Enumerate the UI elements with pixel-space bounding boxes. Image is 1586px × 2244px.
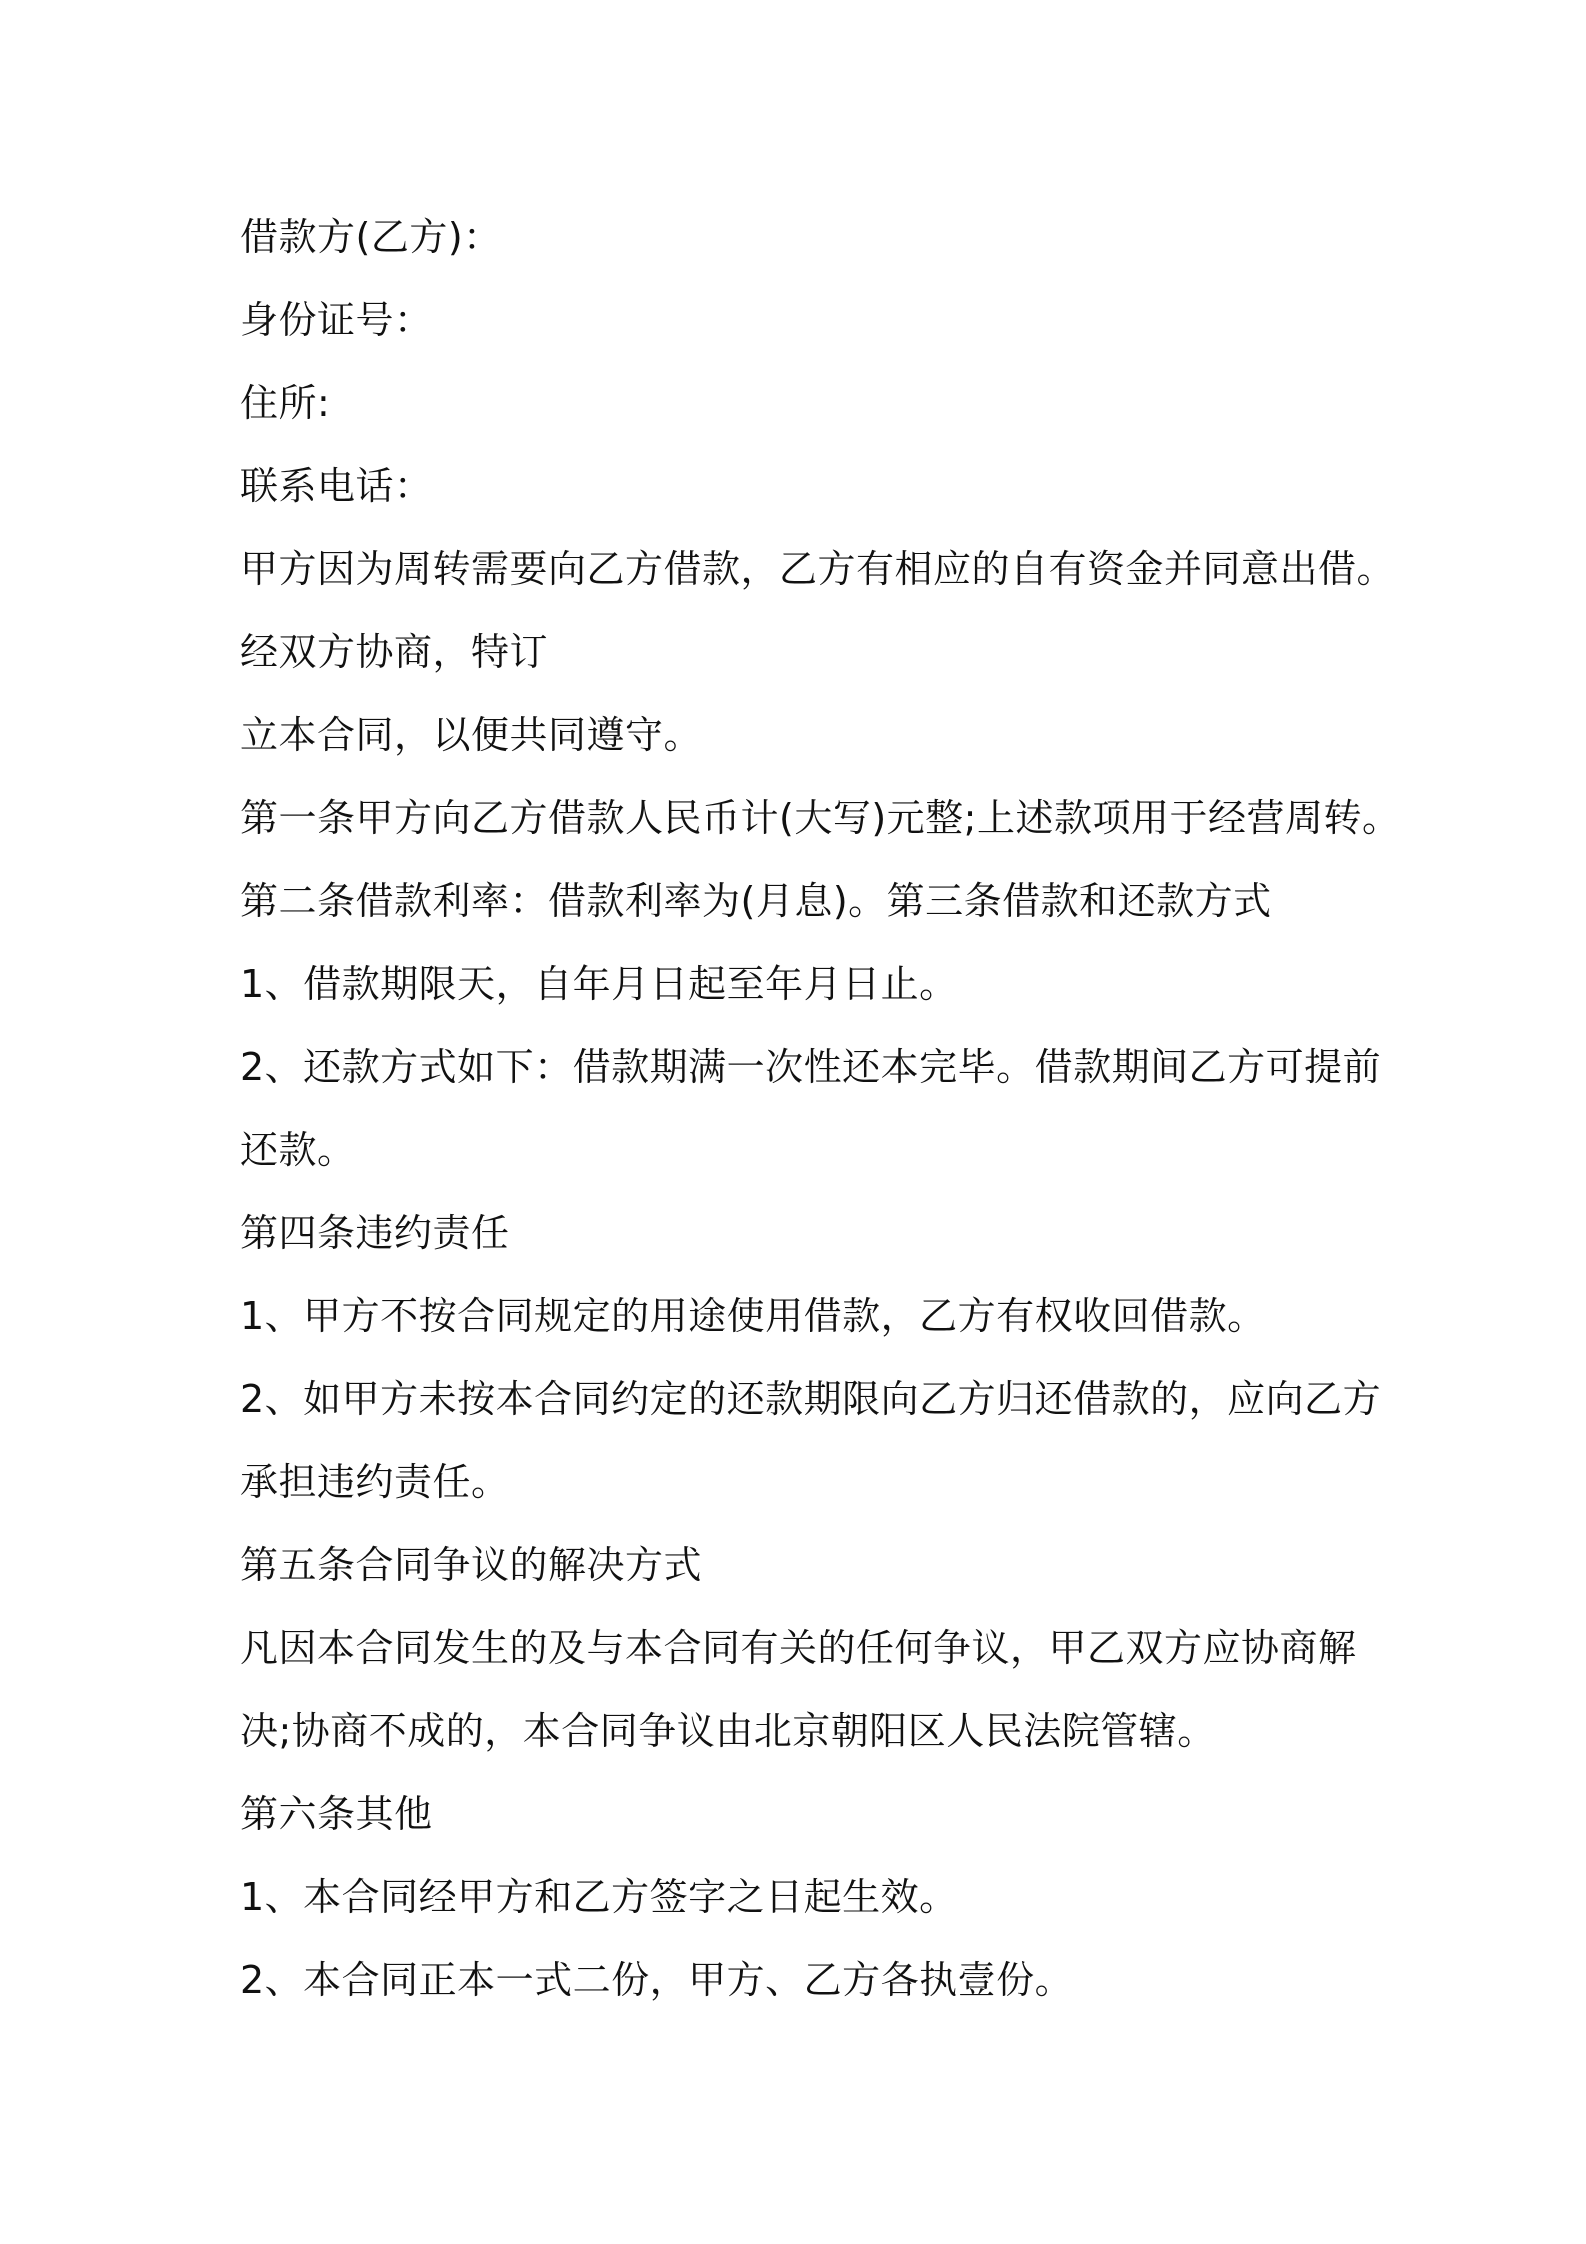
preamble-line-1: 甲方因为周转需要向乙方借款，乙方有相应的自有资金并同意出借。 bbox=[240, 547, 1396, 591]
article-6-item-1: 1、本合同经甲方和乙方签字之日起生效。 bbox=[240, 1875, 958, 1919]
article-5-body: 凡因本合同发生的及与本合同有关的任何争议，甲乙双方应协商解 bbox=[240, 1626, 1357, 1670]
phone-label: 联系电话： bbox=[240, 464, 433, 508]
address-label: 住所: bbox=[240, 381, 331, 425]
preamble-line-2: 经双方协商，特订 bbox=[240, 630, 549, 674]
article-4-item-2: 2、如甲方未按本合同约定的还款期限向乙方归还借款的，应向乙方 bbox=[240, 1377, 1382, 1421]
article-3-item-2-cont: 还款。 bbox=[240, 1128, 356, 1172]
article-1: 第一条甲方向乙方借款人民币计(大写)元整;上述款项用于经营周转。 bbox=[240, 796, 1401, 840]
article-2-3-heading: 第二条借款利率：借款利率为(月息)。第三条借款和还款方式 bbox=[240, 879, 1272, 923]
article-4-heading: 第四条违约责任 bbox=[240, 1211, 510, 1255]
article-5-heading: 第五条合同争议的解决方式 bbox=[240, 1543, 703, 1587]
article-6-heading: 第六条其他 bbox=[240, 1792, 433, 1836]
article-4-item-2-cont: 承担违约责任。 bbox=[240, 1460, 510, 1504]
article-3-item-1: 1、借款期限天，自年月日起至年月日止。 bbox=[240, 962, 958, 1006]
borrower-label: 借款方(乙方)： bbox=[240, 215, 502, 259]
article-3-item-2: 2、还款方式如下：借款期满一次性还本完毕。借款期间乙方可提前 bbox=[240, 1045, 1382, 1089]
document-body bbox=[240, 196, 1401, 2022]
article-6-item-2: 2、本合同正本一式二份，甲方、乙方各执壹份。 bbox=[240, 1958, 1074, 2002]
id-number-label: 身份证号： bbox=[240, 298, 433, 342]
preamble-line-3: 立本合同，以便共同遵守。 bbox=[240, 713, 703, 757]
article-5-body-cont: 决;协商不成的，本合同争议由北京朝阳区人民法院管辖。 bbox=[240, 1709, 1216, 1753]
article-4-item-1: 1、甲方不按合同规定的用途使用借款，乙方有权收回借款。 bbox=[240, 1294, 1266, 1338]
